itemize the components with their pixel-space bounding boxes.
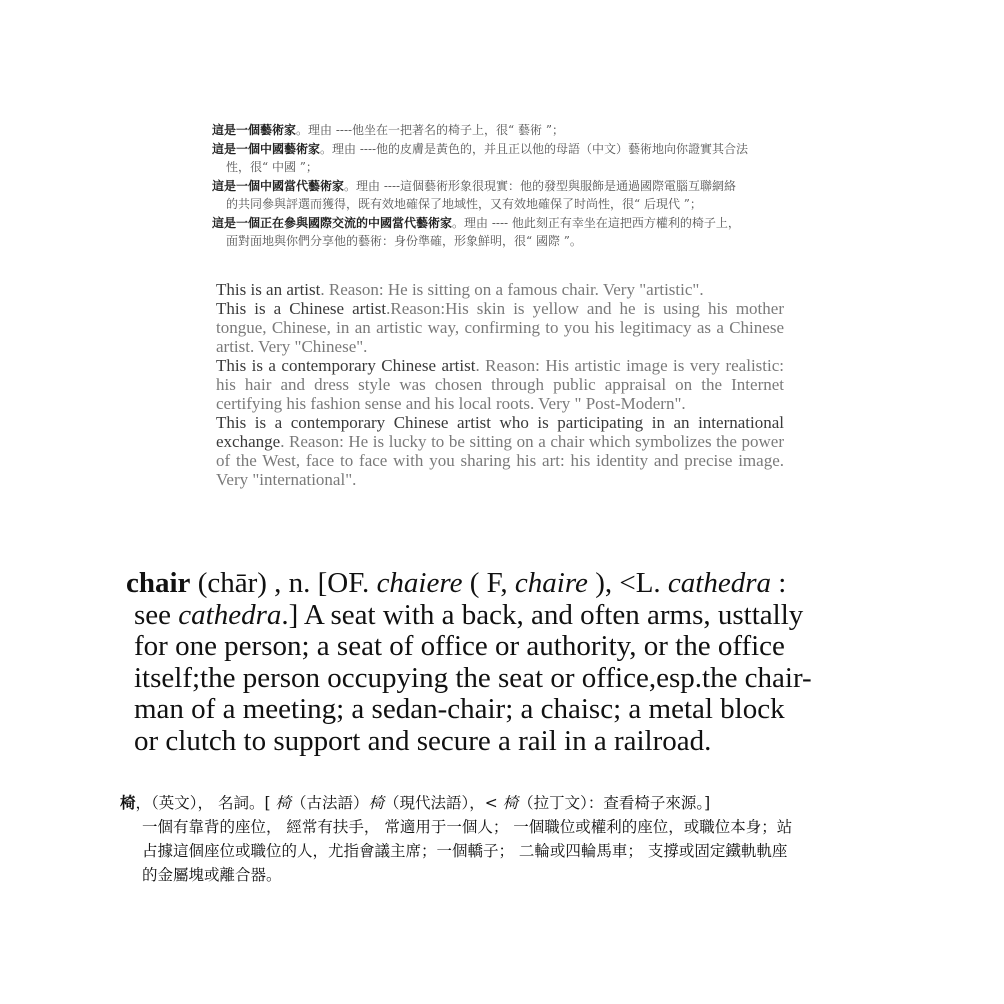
zh-statement-continuation: 性，很“ 中國 ”； [226, 160, 318, 174]
en-statement-head: This is a contemporary Chinese artist [216, 356, 476, 375]
zh-statement-reason: 。理由 ----他的皮膚是黃色的，并且正以他的母語（中文）藝術地向你證實其合法 [320, 141, 749, 156]
zh-definition-text: （拉丁文）：查看椅子來源。] [518, 794, 711, 812]
zh-statement-head: 這是一個藝術家 [212, 123, 297, 137]
zh-statement [212, 140, 812, 177]
zh-definition-text: ，（英文）， 名詞。[ [135, 794, 276, 812]
zh-definition-line [120, 791, 890, 815]
definition-line: itself;the person occupying the seat or office,esp.the chair- [134, 661, 812, 694]
definition-line [126, 568, 886, 600]
zh-statement-head: 這是一個中國藝術家 [212, 141, 321, 156]
definition-pronunciation: (chār) , n. [OF. [190, 567, 377, 599]
definition-headword: chair [126, 567, 191, 599]
definition-text: : [771, 567, 787, 599]
english-statements [216, 280, 784, 489]
zh-statement-head: 這是一個中國當代藝術家 [212, 178, 345, 193]
zh-definition-headword: 椅 [120, 793, 136, 812]
zh-definition-line: 占據這個座位或職位的人，尤指會議主席；一個轎子； 二輪或四輪馬車； 支撐或固定鐵軌軌座 [142, 842, 788, 860]
en-statement-head: This is a Chinese artist [216, 299, 387, 318]
definition-text: .] A seat with a back, and often arms, usttally [281, 598, 804, 631]
en-statement [216, 280, 784, 299]
en-statement [216, 413, 784, 489]
etymology-latin: cathedra [667, 567, 772, 599]
zh-statement-continuation: 面對面地與你們分享他的藝術：身份準確，形象鮮明，很“ 國際 ”。 [226, 234, 582, 248]
zh-statement [212, 177, 812, 214]
zh-statement [212, 214, 812, 251]
definition-line [126, 600, 886, 632]
zh-statement-reason: 。理由 ----他坐在一把著名的椅子上，很“ 藝術 ”； [296, 123, 564, 137]
zh-definition-line: 一個有靠背的座位， 經常有扶手， 常適用于一個人； 一個職位或權利的座位，或職位本身；站 [142, 818, 793, 836]
zh-definition-line: 的金屬塊或離合器。 [142, 866, 282, 884]
en-statement-reason: . Reason: He is lucky to be sitting on a chair which symbolizes the power of the West, face to face with you sharing his art: his identity and precise image. Very "international". [216, 432, 784, 489]
zh-statement-continuation: 的共同參與評選而獲得，既有效地確保了地域性，又有效地確保了时尚性，很“ 后現代 ”； [226, 197, 702, 211]
definition-text: ), <L. [587, 567, 668, 599]
cross-reference: cathedra [178, 598, 282, 631]
en-statement-head: This is a contemporary Chinese artist who is participating in an international exchange [216, 413, 784, 451]
definition-line: man of a meeting; a sedan-chair; a chaisc; a metal block [134, 693, 785, 725]
definition-text: ( F, [462, 567, 515, 599]
en-statement-head: This is an artist [216, 280, 321, 299]
zh-statement-head: 這是一個正在參與國際交流的中國當代藝術家 [212, 215, 453, 230]
zh-etymology-word: 椅 [502, 794, 519, 812]
dictionary-definition [126, 568, 886, 757]
etymology-old-french: chaiere [376, 567, 463, 599]
zh-statement-reason: 。理由 ----這個藝術形象很現實：他的發型與服飾是通過國際電腦互聯網絡 [344, 178, 737, 193]
definition-line: or clutch to support and secure a rail in a railroad. [134, 724, 712, 757]
en-statement-reason: .Reason:His skin is yellow and he is using his mother tongue, Chinese, in an artistic way, confirming to you his legitimacy as a Chinese artist. Very "Chinese". [216, 299, 784, 356]
etymology-french: chaire [514, 567, 588, 599]
zh-definition-text: （現代法語），< [383, 794, 503, 812]
chinese-definition [120, 791, 890, 887]
en-statement-reason: . Reason: He is sitting on a famous chair. Very "artistic". [320, 280, 704, 299]
definition-line: for one person; a seat of office or authority, or the office [134, 630, 785, 662]
zh-statement-reason: 。理由 ---- 他此刻正有幸坐在這把西方權利的椅子上， [452, 215, 740, 230]
definition-text: see [134, 598, 179, 631]
en-statement [216, 356, 784, 413]
en-statement [216, 299, 784, 356]
en-statement-reason: . Reason: His artistic image is very realistic: his hair and dress style was chosen through public appraisal on the Internet certifying his fashion sense and his local roots. Very " Post-Modern". [216, 356, 784, 413]
zh-statement [212, 121, 812, 140]
zh-etymology-word: 椅 [275, 794, 291, 812]
zh-definition-text: （古法語） [290, 794, 369, 812]
zh-etymology-word: 椅 [368, 794, 384, 812]
chinese-statements [212, 121, 812, 251]
